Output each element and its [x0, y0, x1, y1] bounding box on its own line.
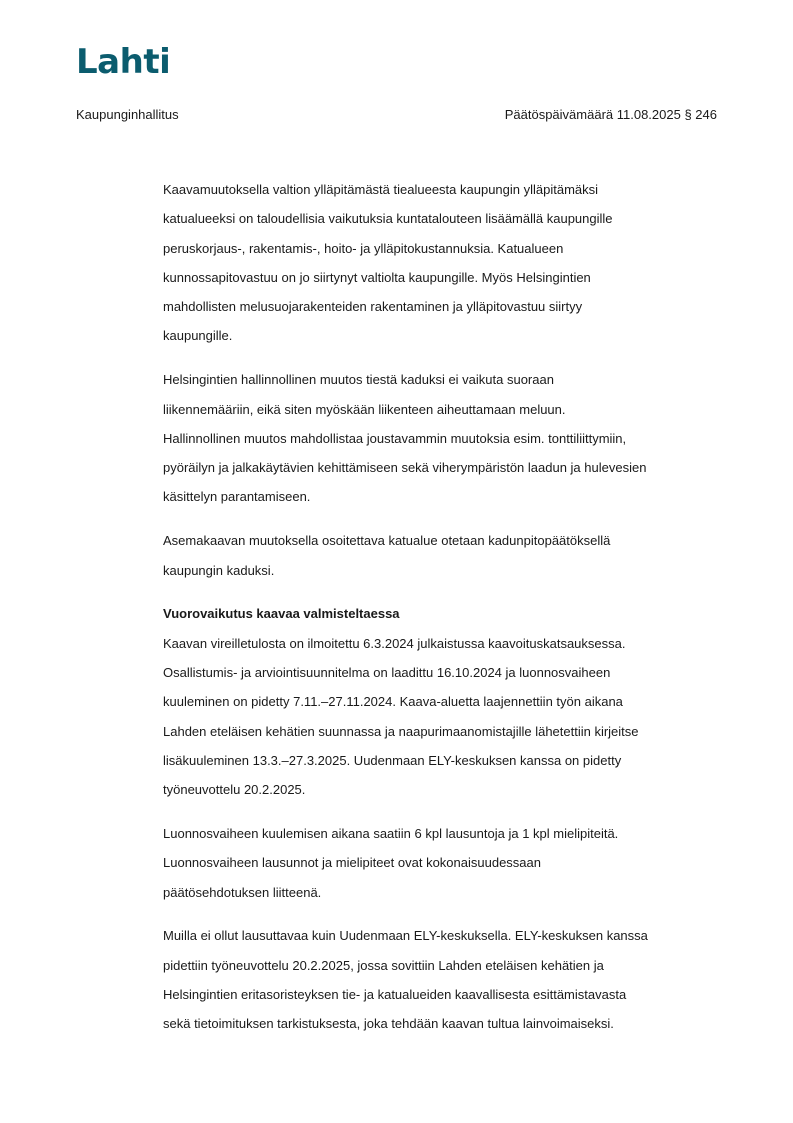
text-line: lisäkuuleminen 13.3.–27.3.2025. Uudenmaan ELY-keskuksen kanssa on pidetty	[163, 752, 622, 768]
text-line: Luonnosvaiheen kuulemisen aikana saatiin 6 kpl lausuntoja ja 1 kpl mielipiteitä.	[163, 825, 619, 841]
text-line: katualueeksi on taloudellisia vaikutuksia kuntatalouteen lisäämällä kaupungille	[163, 211, 613, 227]
text-line: Luonnosvaiheen lausunnot ja mielipiteet ovat kokonaisuudessaan	[163, 855, 541, 871]
decision-date-section: Päätöspäivämäärä 11.08.2025 § 246	[504, 107, 717, 122]
text-line: Osallistumis- ja arviointisuunnitelma on laadittu 16.10.2024 ja luonnosvaiheen	[163, 664, 611, 680]
text-line: pidettiin työneuvottelu 20.2.2025, jossa sovittiin Lahden eteläisen kehätien ja	[163, 957, 604, 973]
document-body	[163, 175, 723, 1053]
text-line: Helsingintien hallinnollinen muutos tiestä kaduksi ei vaikuta suoraan	[163, 372, 554, 388]
text-line: Helsingintien eritasoristeyksen tie- ja katualueiden kaavallisesta esittämistavasta	[163, 986, 627, 1002]
section-interaction	[163, 599, 723, 804]
text-line: työneuvottelu 20.2.2025.	[163, 782, 306, 798]
text-line: Lahden eteläisen kehätien suunnassa ja naapurimaanomistajille lähetettiin kirjeitse	[163, 723, 639, 739]
text-line: pyöräilyn ja jalkakäytävien kehittämiseen sekä viherympäristön laadun ja hulevesien	[163, 460, 647, 476]
text-line: käsittelyn parantamiseen.	[163, 489, 311, 505]
paragraph-statements	[163, 819, 723, 907]
city-logo: Lahti	[76, 42, 171, 82]
text-line: Muilla ei ollut lausuttavaa kuin Uudenmaan ELY-keskuksella. ELY-keskuksen kanssa	[163, 928, 648, 944]
paragraph-ely-centre	[163, 921, 723, 1038]
text-line: kuuleminen on pidetty 7.11.–27.11.2024. Kaava-aluetta laajennettiin työn aikana	[163, 694, 623, 710]
organ-name: Kaupunginhallitus	[76, 107, 179, 122]
text-line: Kaavamuutoksella valtion ylläpitämästä tiealueesta kaupungin ylläpitämäksi	[163, 182, 599, 197]
text-line: päätösehdotuksen liitteenä.	[163, 884, 322, 900]
text-line: Asemakaavan muutoksella osoitettava katualue otetaan kadunpitopäätöksellä	[163, 533, 611, 549]
text-line: sekä tietoimituksen tarkistuksesta, joka tehdään kaavan tultua lainvoimaiseksi.	[163, 1016, 614, 1032]
text-line: mahdollisten melusuojarakenteiden rakentaminen ja ylläpitovastuu siirtyy	[163, 299, 583, 315]
paragraph-administrative-change	[163, 365, 723, 511]
text-line: kaupungin kaduksi.	[163, 562, 275, 578]
paragraph-financial-impacts	[163, 175, 723, 351]
text-line: kaupungille.	[163, 328, 233, 344]
section-heading: Vuorovaikutus kaavaa valmisteltaessa	[163, 606, 400, 622]
text-line: kunnossapitovastuu on jo siirtynyt valtiolta kaupungille. Myös Helsingintien	[163, 269, 591, 285]
text-line: Hallinnollinen muutos mahdollistaa joustavammin muutoksia esim. tonttiliittymiin,	[163, 430, 627, 446]
paragraph-street-designation	[163, 526, 723, 585]
text-line: liikennemääriin, eikä siten myöskään liikenteen aiheuttamaan meluun.	[163, 401, 566, 417]
text-line: peruskorjaus-, rakentamis-, hoito- ja ylläpitokustannuksia. Katualueen	[163, 240, 564, 256]
text-line: Kaavan vireilletulosta on ilmoitettu 6.3.2024 julkaistussa kaavoituskatsauksessa.	[163, 635, 626, 651]
